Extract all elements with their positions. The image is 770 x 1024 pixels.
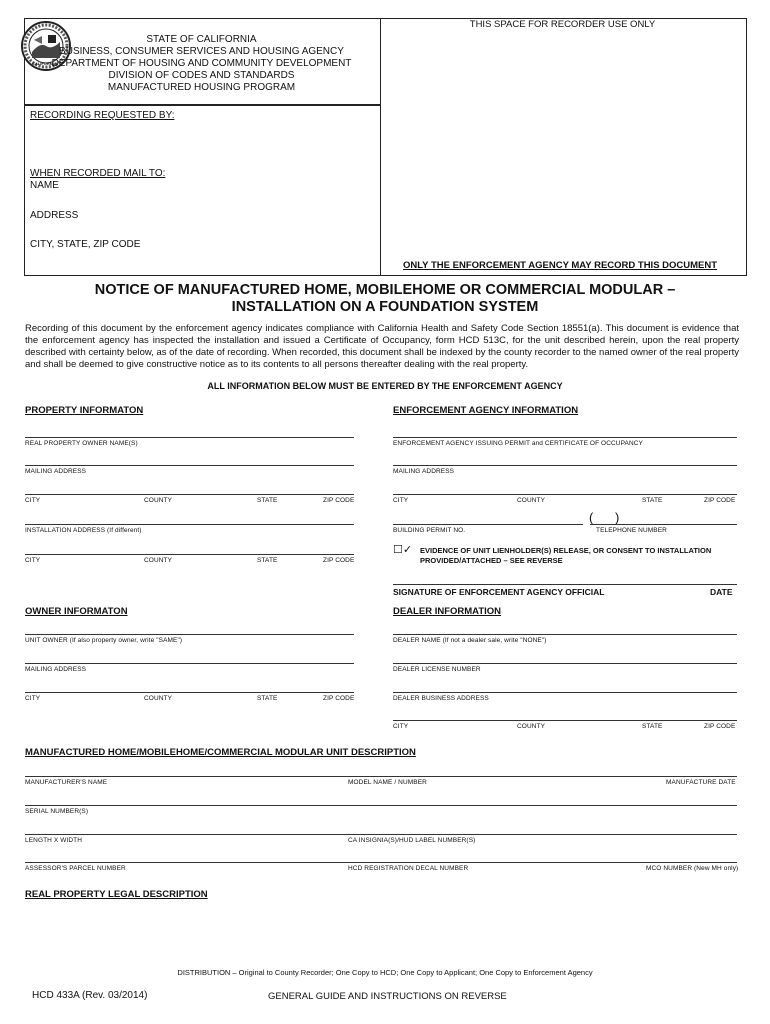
- agency-line-1: STATE OF CALIFORNIA: [146, 34, 257, 45]
- dealer-name-line[interactable]: [393, 634, 737, 635]
- agency-city-line[interactable]: [393, 494, 737, 495]
- agency-line-4: DIVISION OF CODES AND STANDARDS: [108, 70, 295, 81]
- owner-names-label: REAL PROPERTY OWNER NAME(S): [25, 440, 138, 447]
- owner-heading: OWNER INFORMATON: [25, 606, 128, 617]
- serial-line[interactable]: [25, 805, 737, 806]
- permit-number-label: BUILDING PERMIT NO.: [393, 527, 466, 534]
- only-enforcement-notice: ONLY THE ENFORCEMENT AGENCY MAY RECORD THIS DOCUMENT: [403, 260, 718, 271]
- dealer-heading: DEALER INFORMATION: [393, 606, 502, 617]
- mfg-date-label: MANUFACTURE DATE: [666, 779, 736, 786]
- agency-line-3: DEPARTMENT OF HOUSING AND COMMUNITY DEVELOPMENT: [51, 58, 352, 69]
- recorder-space-label: THIS SPACE FOR RECORDER USE ONLY: [469, 19, 656, 30]
- property-county-label: COUNTY: [144, 497, 173, 504]
- signature-line[interactable]: [393, 584, 737, 585]
- mco-label: MCO NUMBER (New MH only): [646, 865, 739, 872]
- length-width-line[interactable]: [25, 834, 737, 835]
- model-label: MODEL NAME / NUMBER: [348, 779, 427, 786]
- recorder-use-box: [380, 18, 747, 276]
- signature-label: SIGNATURE OF ENFORCEMENT AGENCY OFFICIAL: [393, 587, 605, 597]
- apn-label: ASSESSOR'S PARCEL NUMBER: [25, 865, 126, 872]
- install-county-label: COUNTY: [144, 557, 173, 564]
- property-city-line[interactable]: [25, 494, 354, 495]
- manufacturer-label: MANUFACTURER'S NAME: [25, 779, 108, 786]
- permit-number-line[interactable]: [393, 524, 583, 525]
- agency-state-label: STATE: [642, 497, 663, 504]
- dealer-address-line[interactable]: [393, 692, 737, 693]
- dealer-zip-label: ZIP CODE: [704, 723, 736, 730]
- enforcement-heading: ENFORCEMENT AGENCY INFORMATION: [393, 405, 579, 416]
- dealer-license-label: DEALER LICENSE NUMBER: [393, 666, 481, 673]
- property-state-label: STATE: [257, 497, 278, 504]
- owner-mailing-line[interactable]: [25, 663, 354, 664]
- date-label: DATE: [710, 587, 733, 597]
- telephone-label: TELEPHONE NUMBER: [596, 527, 667, 534]
- install-city-label: CITY: [25, 557, 41, 564]
- insignia-label: CA INSIGNIA(S)/HUD LABEL NUMBER(S): [348, 837, 476, 844]
- issuing-agency-line[interactable]: [393, 437, 737, 438]
- owner-names-line[interactable]: [25, 437, 354, 438]
- decal-label: HCD REGISTRATION DECAL NUMBER: [348, 865, 469, 872]
- issuing-agency-label: ENFORCEMENT AGENCY ISSUING PERMIT and CERTIFICATE OF OCCUPANCY: [393, 440, 643, 447]
- telephone-parens: ( ): [589, 510, 620, 525]
- agency-city-label: CITY: [393, 497, 409, 504]
- unit-description-heading: MANUFACTURED HOME/MOBILEHOME/COMMERCIAL MODULAR UNIT DESCRIPTION: [25, 747, 416, 758]
- dealer-city-label: CITY: [393, 723, 409, 730]
- telephone-line[interactable]: [590, 524, 737, 525]
- owner-mailing-label: MAILING ADDRESS: [25, 666, 87, 673]
- owner-zip-label: ZIP CODE: [323, 695, 355, 702]
- dealer-license-line[interactable]: [393, 663, 737, 664]
- city-state-zip-label: CITY, STATE, ZIP CODE: [30, 239, 141, 250]
- name-label: NAME: [30, 180, 59, 191]
- evidence-line-2: PROVIDED/ATTACHED – SEE REVERSE: [420, 556, 563, 565]
- legal-description-heading: REAL PROPERTY LEGAL DESCRIPTION: [25, 889, 208, 900]
- owner-county-label: COUNTY: [144, 695, 173, 702]
- form-number: HCD 433A (Rev. 03/2014): [32, 990, 148, 1001]
- agency-line-2: BUSINESS, CONSUMER SERVICES AND HOUSING AGENCY: [59, 46, 344, 57]
- dealer-county-label: COUNTY: [517, 723, 546, 730]
- apn-line[interactable]: [25, 862, 737, 863]
- install-zip-label: ZIP CODE: [323, 557, 355, 564]
- serial-label: SERIAL NUMBER(S): [25, 808, 89, 815]
- recording-requested-label: RECORDING REQUESTED BY:: [30, 110, 175, 121]
- form-title-line-1: NOTICE OF MANUFACTURED HOME, MOBILEHOME OR COMMERCIAL MODULAR –: [94, 282, 676, 298]
- dealer-city-line[interactable]: [393, 720, 737, 721]
- owner-city-label: CITY: [25, 695, 41, 702]
- owner-state-label: STATE: [257, 695, 278, 702]
- when-recorded-label: WHEN RECORDED MAIL TO:: [30, 168, 166, 179]
- agency-line-5: MANUFACTURED HOUSING PROGRAM: [107, 82, 296, 93]
- owner-city-line[interactable]: [25, 692, 354, 693]
- manufacturer-line[interactable]: [25, 776, 737, 777]
- property-city-label: CITY: [25, 497, 41, 504]
- distribution-note: DISTRIBUTION – Original to County Recorder; One Copy to HCD; One Copy to Applicant; One Copy to Enforcement Agency: [177, 968, 593, 977]
- intro-paragraph: Recording of this document by the enforcement agency indicates compliance with California Health and Safety Code Section 18551(a). This document is evidence that the enforcement agency has inspected the installation and issued a Certificate of Occupancy, form HCD 513C, for the unit described herein, upon the real property described with certainty below, as of the date of recording. When recorded, this document shall be indexed by the county recorder to the named owner of the real property and shall be deemed to give constructive notice as to its contents to all persons thereafter dealing with the real property.: [25, 323, 739, 370]
- agency-zip-label: ZIP CODE: [704, 497, 736, 504]
- install-address-line[interactable]: [25, 524, 354, 525]
- property-mailing-label: MAILING ADDRESS: [25, 468, 87, 475]
- install-state-label: STATE: [257, 557, 278, 564]
- unit-owner-label: UNIT OWNER (If also property owner, write "SAME"): [25, 637, 183, 644]
- form-title-line-2: INSTALLATION ON A FOUNDATION SYSTEM: [231, 299, 539, 315]
- evidence-line-1: EVIDENCE OF UNIT LIENHOLDER(S) RELEASE, OR CONSENT TO INSTALLATION: [420, 546, 712, 555]
- lienholder-checkbox[interactable]: ☐✓: [393, 544, 413, 556]
- length-width-label: LENGTH X WIDTH: [25, 837, 83, 844]
- agency-mailing-line[interactable]: [393, 465, 737, 466]
- agency-mailing-label: MAILING ADDRESS: [393, 468, 455, 475]
- guide-note: GENERAL GUIDE AND INSTRUCTIONS ON REVERSE: [268, 991, 507, 1002]
- property-zip-label: ZIP CODE: [323, 497, 355, 504]
- dealer-name-label: DEALER NAME (If not a dealer sale, write "NONE"): [393, 637, 547, 644]
- install-address-label: INSTALLATION ADDRESS (If different): [25, 527, 142, 534]
- dealer-state-label: STATE: [642, 723, 663, 730]
- install-city-line[interactable]: [25, 554, 354, 555]
- dealer-address-label: DEALER BUSINESS ADDRESS: [393, 695, 489, 702]
- property-heading: PROPERTY INFORMATON: [25, 405, 144, 416]
- unit-owner-line[interactable]: [25, 634, 354, 635]
- property-mailing-line[interactable]: [25, 465, 354, 466]
- all-info-notice: ALL INFORMATION BELOW MUST BE ENTERED BY THE ENFORCEMENT AGENCY: [207, 381, 563, 391]
- address-label: ADDRESS: [30, 210, 79, 221]
- agency-county-label: COUNTY: [517, 497, 546, 504]
- seal-text: CALIFORNIA: [32, 61, 57, 66]
- recording-requested-box: [24, 104, 381, 276]
